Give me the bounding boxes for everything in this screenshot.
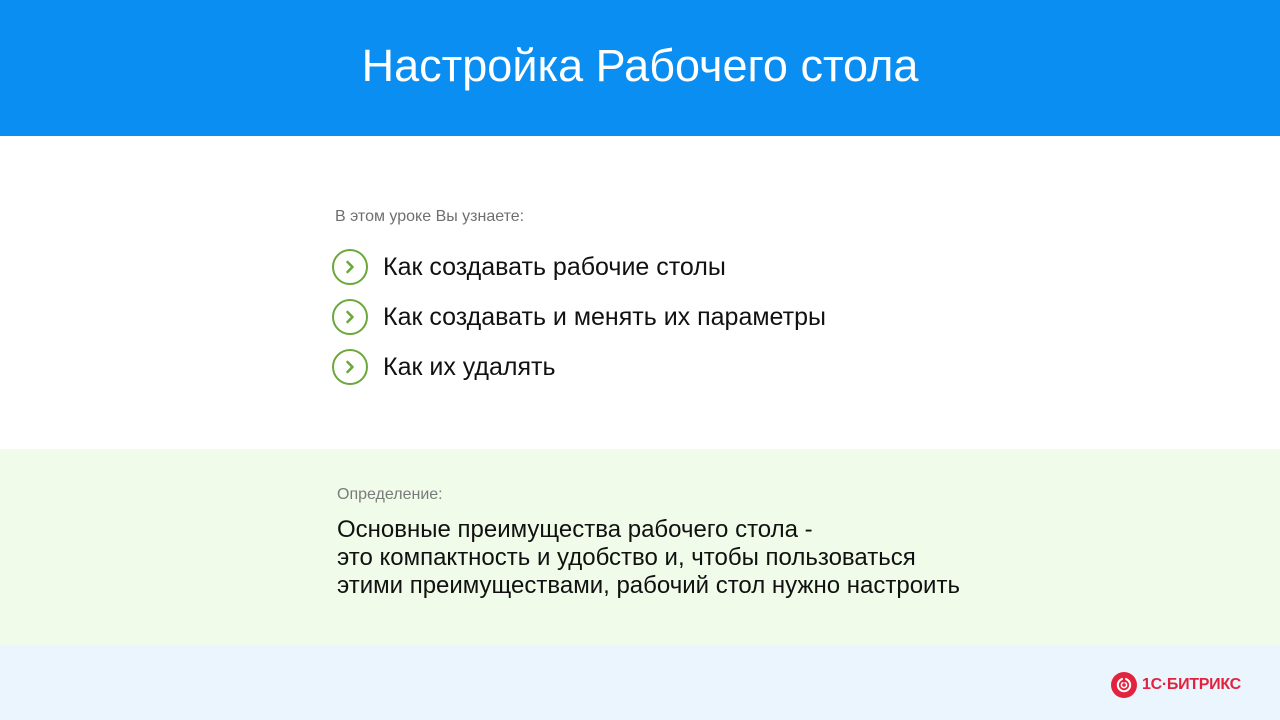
goal-label: Как создавать рабочие столы xyxy=(383,253,726,281)
definition-line: этими преимуществами, рабочий стол нужно настроить xyxy=(337,572,960,599)
goal-item xyxy=(332,347,556,387)
definition-line: это компактность и удобство и, чтобы пользоваться xyxy=(337,544,916,571)
definition-section xyxy=(0,449,1280,645)
definition-line: Основные преимущества рабочего стола - xyxy=(337,516,813,543)
goal-item xyxy=(332,247,726,287)
chevron-right-icon xyxy=(332,299,368,335)
bitrix-logo-icon xyxy=(1111,672,1137,698)
bitrix-logo-text: 1С·БИТРИКС xyxy=(1142,676,1241,693)
slide-header xyxy=(0,0,1280,136)
goal-label: Как создавать и менять их параметры xyxy=(383,303,826,331)
chevron-right-icon xyxy=(332,349,368,385)
lesson-goals-section xyxy=(0,136,1280,449)
goal-label: Как их удалять xyxy=(383,353,556,381)
lesson-intro: В этом уроке Вы узнаете: xyxy=(335,208,525,225)
bitrix-logo xyxy=(1111,672,1241,698)
definition-text xyxy=(337,516,960,600)
slide-footer xyxy=(0,645,1280,720)
definition-label: Определение: xyxy=(337,486,443,503)
chevron-right-icon xyxy=(332,249,368,285)
goal-item xyxy=(332,297,826,337)
page-title: Настройка Рабочего стола xyxy=(361,40,919,91)
